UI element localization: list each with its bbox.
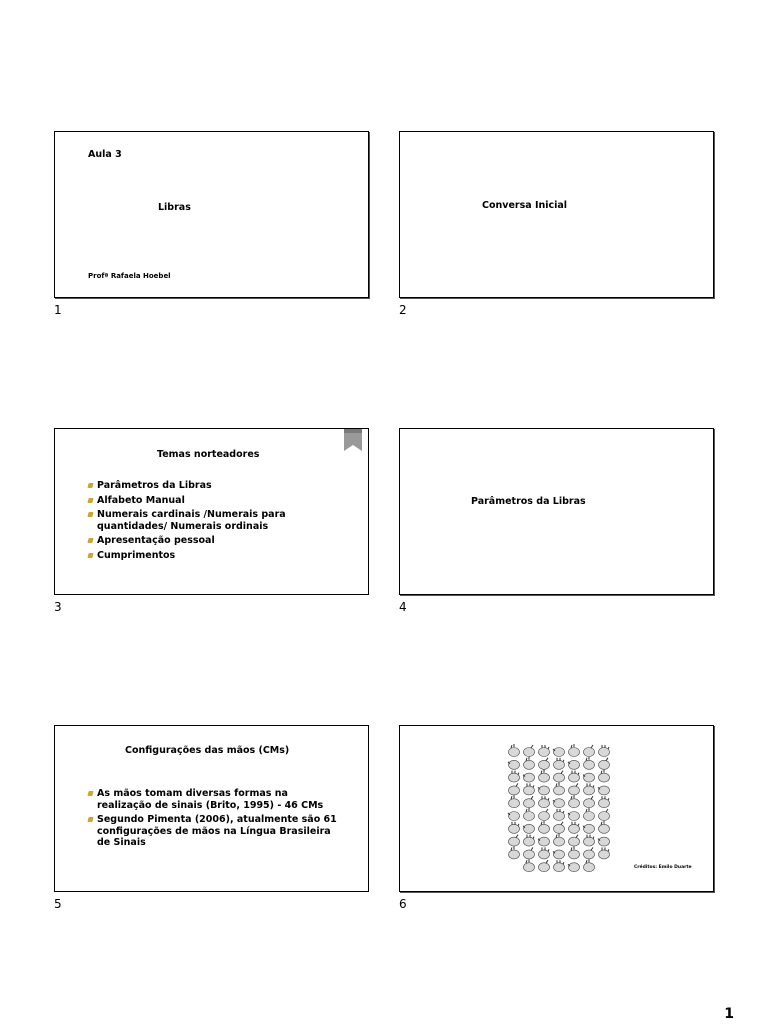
hand-shape-icon bbox=[584, 850, 595, 859]
slide-5-bullet-list bbox=[88, 788, 338, 852]
slide-4-title: Parâmetros da Libras bbox=[471, 496, 586, 507]
hand-shape-icon bbox=[524, 812, 535, 821]
finger-stroke bbox=[576, 783, 578, 786]
hand-shape-icon bbox=[584, 863, 595, 872]
hand-shape-icon bbox=[524, 824, 535, 833]
slide-3-bullet-list bbox=[88, 480, 338, 564]
hand-shape-icon bbox=[584, 824, 595, 833]
hand-shape-icon bbox=[524, 799, 535, 808]
finger-stroke bbox=[531, 847, 533, 850]
slide-2-title: Conversa Inicial bbox=[482, 200, 568, 211]
slide-1 bbox=[54, 131, 369, 298]
slide-3 bbox=[54, 428, 369, 595]
hand-shape-icon bbox=[554, 773, 565, 782]
finger-stroke bbox=[546, 758, 548, 761]
slide-5-number: 5 bbox=[54, 897, 62, 911]
finger-stroke bbox=[546, 809, 548, 812]
bullet-item: Cumprimentos bbox=[88, 550, 338, 562]
slide-2-number: 2 bbox=[399, 303, 407, 317]
hand-shape-icon bbox=[539, 837, 550, 846]
slide-1-title: Aula 3 bbox=[88, 149, 122, 160]
hand-shape-icon bbox=[524, 863, 535, 872]
hand-shape-icon bbox=[509, 812, 520, 821]
slide-3-title: Temas norteadores bbox=[157, 449, 260, 460]
hand-shape-icon bbox=[554, 786, 565, 795]
finger-stroke bbox=[591, 745, 593, 748]
finger-stroke bbox=[606, 809, 608, 812]
slide-1-subtitle: Libras bbox=[158, 202, 191, 213]
finger-stroke bbox=[546, 860, 548, 863]
slide-3-number: 3 bbox=[54, 600, 62, 614]
hand-shape-icon bbox=[509, 837, 520, 846]
hand-shape-icon bbox=[584, 812, 595, 821]
hand-shape-icon bbox=[554, 850, 565, 859]
hand-shape-icon bbox=[584, 799, 595, 808]
slide-2 bbox=[399, 131, 714, 298]
hand-configurations-image bbox=[504, 742, 614, 874]
hand-shape-icon bbox=[539, 786, 550, 795]
hand-shape-icon bbox=[509, 799, 520, 808]
hand-shape-icon bbox=[584, 748, 595, 757]
finger-stroke bbox=[516, 783, 518, 786]
finger-stroke bbox=[531, 745, 533, 748]
hand-shape-icon bbox=[524, 760, 535, 769]
hand-shape-icon bbox=[554, 837, 565, 846]
hand-shape-icon bbox=[599, 812, 610, 821]
hand-shape-icon bbox=[509, 786, 520, 795]
hand-shape-icon bbox=[569, 837, 580, 846]
finger-stroke bbox=[576, 835, 578, 838]
hand-shape-icon bbox=[584, 760, 595, 769]
slide-4-number: 4 bbox=[399, 600, 407, 614]
hand-shape-icon bbox=[554, 824, 565, 833]
bullet-item: Parâmetros da Libras bbox=[88, 480, 338, 492]
slide-4 bbox=[399, 428, 714, 595]
hand-shape-icon bbox=[539, 760, 550, 769]
slide-5-title: Configurações das mãos (CMs) bbox=[125, 745, 290, 756]
slide-6 bbox=[399, 725, 714, 892]
hand-shape-icon bbox=[524, 850, 535, 859]
hand-shape-icon bbox=[509, 850, 520, 859]
hand-shape-icon bbox=[539, 812, 550, 821]
finger-stroke bbox=[561, 771, 563, 774]
finger-stroke bbox=[516, 835, 518, 838]
bullet-item: As mãos tomam diversas formas na realização de sinais (Brito, 1995) - 46 CMs bbox=[88, 788, 338, 811]
hand-shape-icon bbox=[569, 863, 580, 872]
finger-stroke bbox=[591, 847, 593, 850]
hand-shape-icon bbox=[539, 863, 550, 872]
hand-shape-icon bbox=[599, 786, 610, 795]
hand-shape-icon bbox=[524, 748, 535, 757]
hand-shape-icon bbox=[539, 773, 550, 782]
hand-shape-icon bbox=[569, 799, 580, 808]
hand-shape-icon bbox=[599, 837, 610, 846]
hand-shape-icon bbox=[599, 824, 610, 833]
hand-shape-icon bbox=[584, 773, 595, 782]
bullet-item: Apresentação pessoal bbox=[88, 535, 338, 547]
hand-shape-icon bbox=[599, 760, 610, 769]
slide-1-number: 1 bbox=[54, 303, 62, 317]
bullet-item: Numerais cardinais /Numerais para quantidades/ Numerais ordinais bbox=[88, 509, 338, 532]
hand-shape-icon bbox=[509, 748, 520, 757]
hand-shape-icon bbox=[569, 760, 580, 769]
hand-shape-icon bbox=[554, 799, 565, 808]
hand-shape-icon bbox=[524, 773, 535, 782]
slide-5 bbox=[54, 725, 369, 892]
hand-shape-icon bbox=[569, 786, 580, 795]
page-number: 1 bbox=[724, 1006, 734, 1022]
slide-1-author: Profª Rafaela Hoebel bbox=[88, 272, 171, 280]
slide-6-credit: Créditos: Emilo Duarte bbox=[634, 865, 692, 870]
bookmark-ribbon-icon bbox=[344, 429, 362, 451]
hand-shape-icon bbox=[554, 748, 565, 757]
slide-6-number: 6 bbox=[399, 897, 407, 911]
finger-stroke bbox=[531, 796, 533, 799]
hand-shape-icon bbox=[599, 773, 610, 782]
hand-shape-icon bbox=[569, 748, 580, 757]
bullet-item: Segundo Pimenta (2006), atualmente são 61 configurações de mãos na Língua Brasileira de Sinais bbox=[88, 814, 338, 849]
hand-shape-icon bbox=[569, 850, 580, 859]
hand-shape-icon bbox=[539, 824, 550, 833]
finger-stroke bbox=[591, 796, 593, 799]
finger-stroke bbox=[561, 822, 563, 825]
finger-stroke bbox=[606, 758, 608, 761]
hand-shape-icon bbox=[509, 760, 520, 769]
hand-shape-icon bbox=[569, 812, 580, 821]
bullet-item: Alfabeto Manual bbox=[88, 495, 338, 507]
